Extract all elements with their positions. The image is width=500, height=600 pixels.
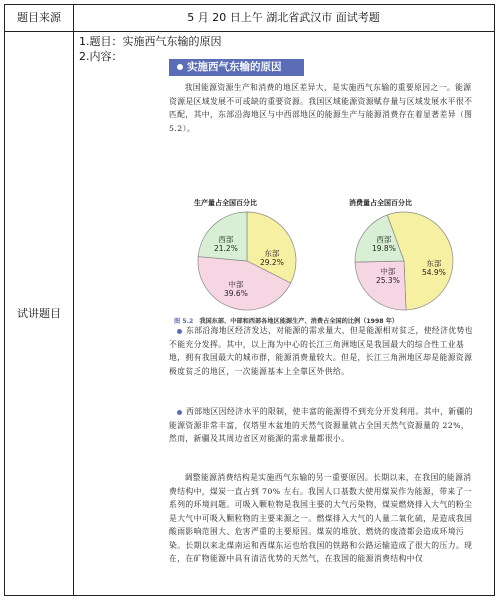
left-pie-mid-name: 中部 — [228, 280, 244, 289]
source-label: 题目来源 — [5, 5, 74, 31]
right-pie-west-value: 19.8% — [372, 244, 396, 253]
bullet-dot-icon — [177, 410, 182, 415]
paragraph-3-text: 西部地区因经济水平的限制，使丰富的能源得不到充分开发利用。其中，新疆的能源资源非常丰富，仅塔里木盆地的天然气资源量就占全国天然气资源量的 22%，然而，新疆及其周边省区对能源的需求量都很小。 — [169, 407, 473, 443]
pie-charts — [169, 197, 477, 315]
topic-line: 1.题目：实施西气东输的原因 — [79, 35, 222, 48]
bullet-dot-icon — [177, 64, 183, 70]
figure-number: 图 5.2 — [174, 318, 194, 325]
paragraph-1: 我国能源资源生产和消费的地区差异大，是实施西气东输的重要原因之一。能源资源是区域发展不可或缺的重要资源。我国区域能源资源赋存量与区域发展水平很不匹配，其中，东部沿海地区与中西部地区的能源生产与能源消费存在着显著差异（图 5.2）。 — [169, 83, 473, 133]
left-pie-west-label — [214, 235, 238, 253]
left-pie-mid-label — [224, 280, 248, 298]
left-pie-east-value: 29.2% — [260, 258, 284, 267]
right-pie-east-name: 东部 — [426, 259, 442, 268]
topic-label — [5, 31, 74, 595]
left-pie-east-label — [260, 249, 284, 267]
bullet-dot-icon — [177, 329, 182, 334]
interview-question-table — [4, 4, 495, 596]
right-pie-mid-name: 中部 — [380, 267, 396, 276]
figure-caption-text: 我国东部、中部和西部各地区能源生产、消费占全国的比例（1998 年） — [199, 318, 399, 325]
left-pie-caption: 生产量占全国百分比 — [194, 199, 257, 207]
right-pie-mid-label — [376, 267, 400, 285]
paragraph-4: 调整能源消费结构是实施西气东输的另一重要原因。长期以来，在我国的能源消费结构中，煤炭一直占到 70% 左右。我国人口基数大使用煤炭作为能源，带来了一系列的环境问题。可吸入颗粒物是我国主要的大气污染物，煤炭燃烧排入大气的粉尘是大气中可吸入颗粒物的主要来源之一。燃煤排入大气的人量二氧化硫，是造成我国酸雨影响范围大、危害严重的主要原因。煤炭的堆放、燃烧的废渣都会造成环境污染。长期以来北煤南运和西煤东运也给我国的铁路和公路运输造成了很大的压力。现在，在矿物能源中具有清洁优势的天然气，在我国的能源消费结构中仅 — [169, 473, 473, 563]
content-line: 2.内容： — [79, 50, 123, 63]
right-pie-caption: 消费量占全国百分比 — [349, 199, 412, 207]
textbook-section-title — [169, 59, 304, 76]
left-pie-west-name: 西部 — [218, 235, 234, 244]
source-value: 5 月 20 日上午 湖北省武汉市 面试考题 — [187, 11, 380, 24]
right-pie-west-label — [372, 235, 396, 253]
left-pie-mid-value: 39.6% — [224, 289, 248, 298]
right-pie-mid-value: 25.3% — [376, 276, 400, 285]
right-pie-west-name: 西部 — [376, 235, 392, 244]
right-pie-east-label — [422, 259, 446, 277]
left-pie-west-value: 21.2% — [214, 244, 238, 253]
topic-content-cell — [73, 31, 494, 595]
paragraph-2-text: 东部沿海地区经济发达，对能源的需求量大，但是能源相对贫乏，使经济优势也不能充分发挥。其中，以上海为中心的长江三角洲地区是我国最大的综合性工业基地，拥有我国最大的城市群，能源消费量较大。但是，长江三角洲地区却是能源资源极度贫乏的地区，一次能源基本上全靠区外供给。 — [169, 326, 473, 376]
textbook-title-text: 实施西气东输的原因 — [187, 61, 282, 73]
paragraph-2 — [169, 324, 477, 378]
table-header-row — [5, 5, 494, 32]
paragraph-3 — [169, 405, 477, 446]
topic-label-text: 试讲题目 — [17, 307, 61, 320]
right-pie-east-value: 54.9% — [422, 268, 446, 277]
left-pie-east-name: 东部 — [264, 249, 280, 258]
